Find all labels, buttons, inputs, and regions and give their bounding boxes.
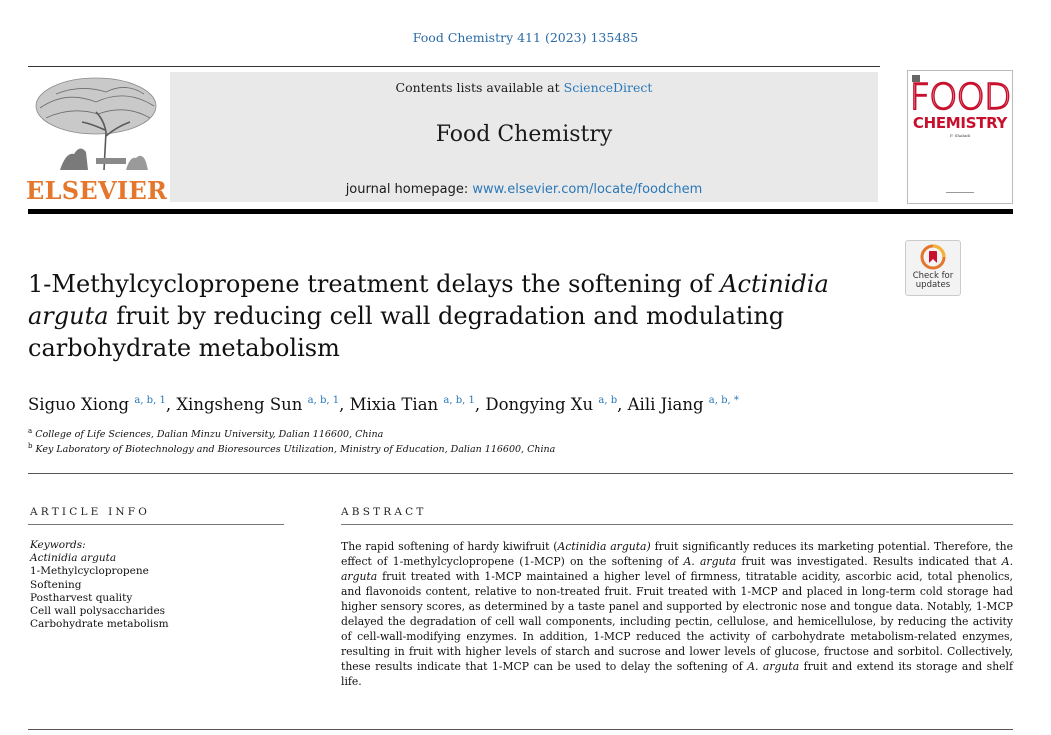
journal-reference[interactable]: Food Chemistry 411 (2023) 135485 bbox=[412, 30, 639, 45]
abstract-italic-term: A. arguta bbox=[683, 555, 737, 568]
abstract-segment: fruit was investigated. Results indicated that bbox=[736, 555, 1002, 568]
author-list bbox=[28, 390, 1008, 416]
affiliation-mark-a: a bbox=[28, 427, 33, 435]
author-separator: , bbox=[617, 395, 628, 414]
article-info-rule bbox=[28, 524, 284, 525]
cover-title-chemistry: CHEMISTRY bbox=[912, 114, 1008, 132]
author-affiliation-marks[interactable]: a, b bbox=[598, 395, 618, 406]
affiliation-text-b: Key Laboratory of Biotechnology and Bioresources Utilization, Ministry of Education, Dalian 116600, China bbox=[35, 444, 556, 455]
author-separator: , bbox=[339, 395, 350, 414]
title-part-1: 1-Methylcyclopropene treatment delays the softening of bbox=[28, 270, 721, 298]
homepage-prefix: journal homepage: bbox=[345, 182, 473, 197]
abstract-segment: fruit significantly reduces its marketing potential. Therefore, the effect of 1-methylcyclopropene (1-MCP) on the softening of bbox=[341, 540, 1013, 568]
journal-name: Food Chemistry bbox=[435, 122, 613, 147]
abstract-segment: fruit treated with 1-MCP maintained a higher level of firmness, titratable acidity, ascorbic acid, total phenolics, and flavonoids content, relative to non-treated fruit. Fruit treated with 1-MCP and placed in long-term cold storage had higher sensory scores, as determined by a taste panel and supported by electronic nose and tongue data. Notably, 1-MCP delayed the degradation of cell wall components, including pectin, cellulose, and hemicellulose, by reducing the activity of cell-wall-modifying enzymes. In addition, 1-MCP reduced the activity of carbohydrate metabolism-related enzymes, resulting in fruit with higher levels of starch and sucrose and lower levels of glucose, fructose and sorbitol. Collectively, these results indicate that 1-MCP can be used to delay the softening of bbox=[341, 570, 1013, 673]
abstract-segment: fruit and extend its storage and shelf life. bbox=[341, 660, 1014, 688]
author-separator: , bbox=[165, 395, 177, 414]
check-updates-icon bbox=[920, 244, 946, 270]
abstract-italic-term: Actinidia arguta) bbox=[557, 540, 651, 553]
homepage-link[interactable]: www.elsevier.com/locate/foodchem bbox=[472, 182, 703, 197]
abstract-heading: ABSTRACT bbox=[341, 506, 427, 518]
article-info-heading: ARTICLE INFO bbox=[30, 506, 151, 518]
abstract-italic-term: A. arguta bbox=[747, 660, 800, 673]
author-name[interactable]: Siguo Xiong bbox=[28, 395, 130, 414]
abstract-text bbox=[341, 539, 1013, 689]
elsevier-wordmark: ELSEVIER bbox=[26, 176, 168, 205]
author-separator: , bbox=[474, 395, 486, 414]
keyword-item: 1-Methylcyclopropene bbox=[30, 565, 149, 578]
section-divider bbox=[28, 473, 1013, 474]
abstract-rule bbox=[341, 524, 1013, 525]
author-affiliation-marks[interactable]: a, b, 1 bbox=[443, 395, 475, 406]
cover-editor: F. Shahidi bbox=[949, 133, 971, 138]
journal-homepage-line bbox=[170, 182, 878, 197]
article-title bbox=[28, 268, 878, 364]
author-name[interactable]: Xingsheng Sun bbox=[176, 395, 303, 414]
check-for-updates-button[interactable] bbox=[905, 240, 961, 296]
affiliation-a bbox=[28, 427, 383, 440]
abstract-italic-term: A. arguta bbox=[341, 555, 1014, 583]
author-affiliation-marks[interactable]: a, b, * bbox=[708, 395, 739, 406]
author-name[interactable]: Dongying Xu bbox=[485, 395, 594, 414]
top-divider bbox=[28, 66, 880, 67]
check-updates-line-1: Check for bbox=[912, 271, 954, 281]
title-part-2: fruit by reducing cell wall degradation and modulating carbohydrate metabolism bbox=[28, 302, 785, 362]
keywords-label: Keywords: bbox=[30, 539, 86, 551]
journal-cover-thumbnail[interactable] bbox=[907, 70, 1013, 204]
contents-available-line bbox=[170, 80, 878, 95]
author-affiliation-marks[interactable]: a, b, 1 bbox=[307, 395, 340, 406]
keywords-block bbox=[30, 539, 280, 631]
affiliation-mark-b: b bbox=[28, 442, 33, 450]
affiliation-b bbox=[28, 442, 555, 455]
keyword-item: Cell wall polysaccharides bbox=[30, 605, 166, 618]
author-name[interactable]: Aili Jiang bbox=[627, 395, 704, 414]
keywords-list bbox=[30, 552, 280, 631]
keyword-item: Actinidia arguta bbox=[30, 552, 117, 565]
affiliation-text-a: College of Life Sciences, Dalian Minzu University, Dalian 116600, China bbox=[35, 429, 384, 440]
sciencedirect-link[interactable]: ScienceDirect bbox=[563, 80, 653, 95]
keyword-item: Softening bbox=[30, 578, 82, 591]
keyword-item: Postharvest quality bbox=[30, 591, 133, 604]
cover-title-food: FOOD bbox=[909, 77, 1011, 118]
cover-footer-mark bbox=[946, 192, 974, 193]
check-updates-line-2: updates bbox=[915, 280, 951, 290]
abstract-segment: The rapid softening of hardy kiwifruit ( bbox=[341, 540, 558, 553]
bottom-divider bbox=[28, 729, 1013, 730]
keyword-item: Carbohydrate metabolism bbox=[30, 618, 169, 631]
title-species: Actinidia arguta bbox=[28, 270, 829, 330]
contents-prefix: Contents lists available at bbox=[395, 80, 564, 95]
header-heavy-divider bbox=[28, 209, 1013, 214]
author-affiliation-marks[interactable]: a, b, 1 bbox=[134, 395, 166, 406]
check-updates-label bbox=[906, 272, 960, 290]
author-name[interactable]: Mixia Tian bbox=[349, 395, 439, 414]
